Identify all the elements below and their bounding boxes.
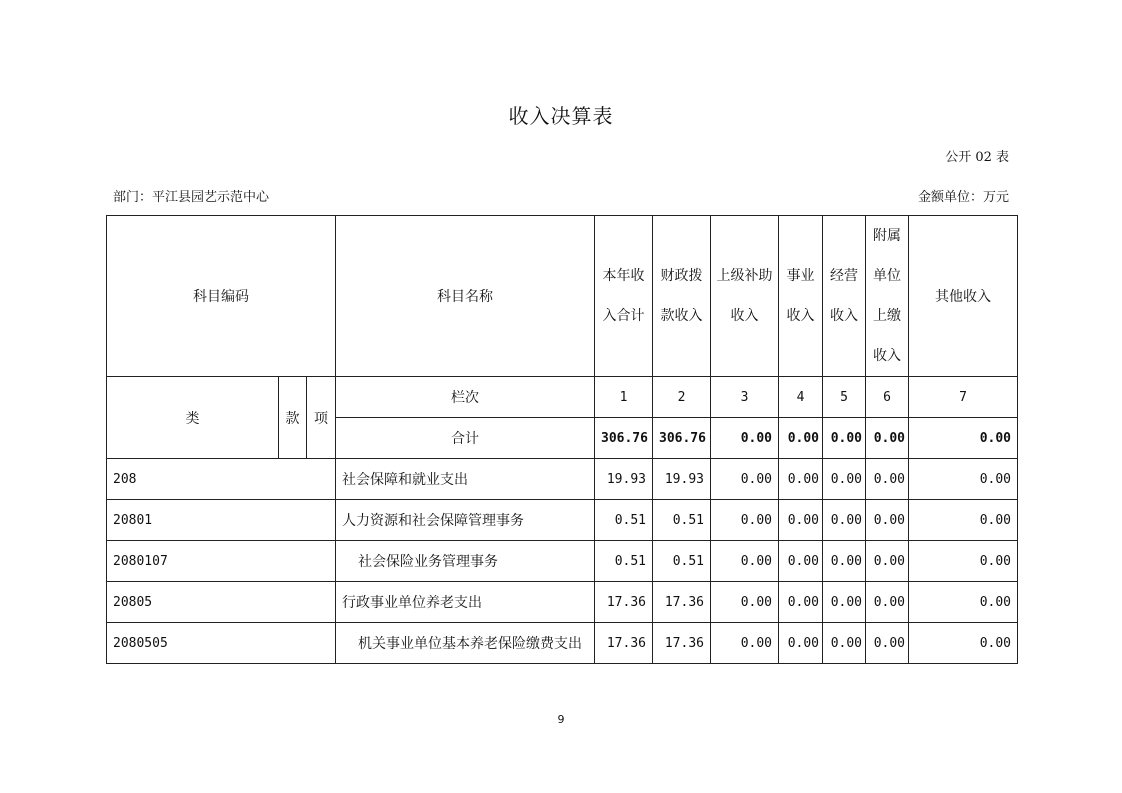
column-number: 3 — [711, 377, 779, 418]
header-col5: 经营收入 — [823, 216, 866, 377]
header-lei: 类 — [107, 377, 279, 459]
row-name: 社会保障和就业支出 — [336, 459, 595, 500]
row-value: 17.36 — [653, 623, 711, 664]
income-table — [106, 215, 1018, 664]
row-value: 0.00 — [711, 459, 779, 500]
row-value: 0.00 — [909, 541, 1018, 582]
table-row — [107, 459, 1018, 500]
amount-unit-label: 金额单位：万元 — [917, 190, 1009, 205]
row-value: 0.00 — [823, 459, 866, 500]
row-value: 0.00 — [779, 459, 823, 500]
row-value: 0.00 — [823, 541, 866, 582]
row-name: 社会保险业务管理事务 — [336, 541, 595, 582]
header-name: 科目名称 — [336, 216, 595, 377]
row-value: 0.00 — [711, 582, 779, 623]
column-number: 4 — [779, 377, 823, 418]
row-value: 0.51 — [595, 541, 653, 582]
row-value: 0.00 — [779, 541, 823, 582]
row-value: 17.36 — [653, 582, 711, 623]
total-cell: 306.76 — [595, 418, 653, 459]
row-value: 0.00 — [909, 459, 1018, 500]
header-col2: 财政拨款收入 — [653, 216, 711, 377]
row-value: 0.00 — [866, 623, 909, 664]
row-value: 0.00 — [866, 541, 909, 582]
row-value: 0.00 — [711, 500, 779, 541]
row-value: 0.00 — [823, 623, 866, 664]
row-name: 行政事业单位养老支出 — [336, 582, 595, 623]
row-value: 17.36 — [595, 623, 653, 664]
row-code: 20801 — [107, 500, 336, 541]
total-cell: 0.00 — [823, 418, 866, 459]
total-cell: 0.00 — [711, 418, 779, 459]
row-code: 2080107 — [107, 541, 336, 582]
column-number: 1 — [595, 377, 653, 418]
total-cell: 0.00 — [909, 418, 1018, 459]
header-lanci: 栏次 — [336, 377, 595, 418]
page-number: 9 — [557, 713, 565, 726]
column-number: 5 — [823, 377, 866, 418]
row-code: 208 — [107, 459, 336, 500]
header-kuan: 款 — [279, 377, 307, 459]
header-code: 科目编码 — [107, 216, 336, 377]
row-value: 0.00 — [779, 582, 823, 623]
column-number: 7 — [909, 377, 1018, 418]
column-number: 6 — [866, 377, 909, 418]
row-value: 0.00 — [866, 459, 909, 500]
row-value: 0.51 — [595, 500, 653, 541]
row-value: 0.51 — [653, 500, 711, 541]
column-number-row — [107, 377, 1018, 418]
row-value: 0.00 — [779, 500, 823, 541]
row-value: 0.00 — [866, 582, 909, 623]
row-value: 0.00 — [823, 500, 866, 541]
total-cell: 0.00 — [866, 418, 909, 459]
page-title: 收入决算表 — [508, 104, 614, 128]
header-col4: 事业收入 — [779, 216, 823, 377]
row-code: 2080505 — [107, 623, 336, 664]
header-col6: 附属单位上缴收入 — [866, 216, 909, 377]
header-col3: 上级补助收入 — [711, 216, 779, 377]
row-value: 0.00 — [909, 500, 1018, 541]
row-name: 机关事业单位基本养老保险缴费支出 — [336, 623, 595, 664]
row-code: 20805 — [107, 582, 336, 623]
row-value: 0.51 — [653, 541, 711, 582]
row-value: 19.93 — [653, 459, 711, 500]
table-row — [107, 623, 1018, 664]
row-value: 19.93 — [595, 459, 653, 500]
row-value: 0.00 — [711, 623, 779, 664]
row-value: 0.00 — [866, 500, 909, 541]
row-value: 0.00 — [909, 582, 1018, 623]
table-row — [107, 541, 1018, 582]
form-number: 公开 02 表 — [945, 150, 1009, 165]
header-col1: 本年收入合计 — [595, 216, 653, 377]
row-value: 0.00 — [711, 541, 779, 582]
total-label: 合计 — [336, 418, 595, 459]
row-value: 0.00 — [779, 623, 823, 664]
column-number: 2 — [653, 377, 711, 418]
header-row — [107, 216, 1018, 377]
row-name: 人力资源和社会保障管理事务 — [336, 500, 595, 541]
row-value: 17.36 — [595, 582, 653, 623]
total-cell: 0.00 — [779, 418, 823, 459]
table-row — [107, 582, 1018, 623]
table-row — [107, 500, 1018, 541]
row-value: 0.00 — [909, 623, 1018, 664]
header-xiang: 项 — [307, 377, 336, 459]
row-value: 0.00 — [823, 582, 866, 623]
header-col7: 其他收入 — [909, 216, 1018, 377]
total-cell: 306.76 — [653, 418, 711, 459]
department-label: 部门：平江县园艺示范中心 — [113, 190, 270, 205]
